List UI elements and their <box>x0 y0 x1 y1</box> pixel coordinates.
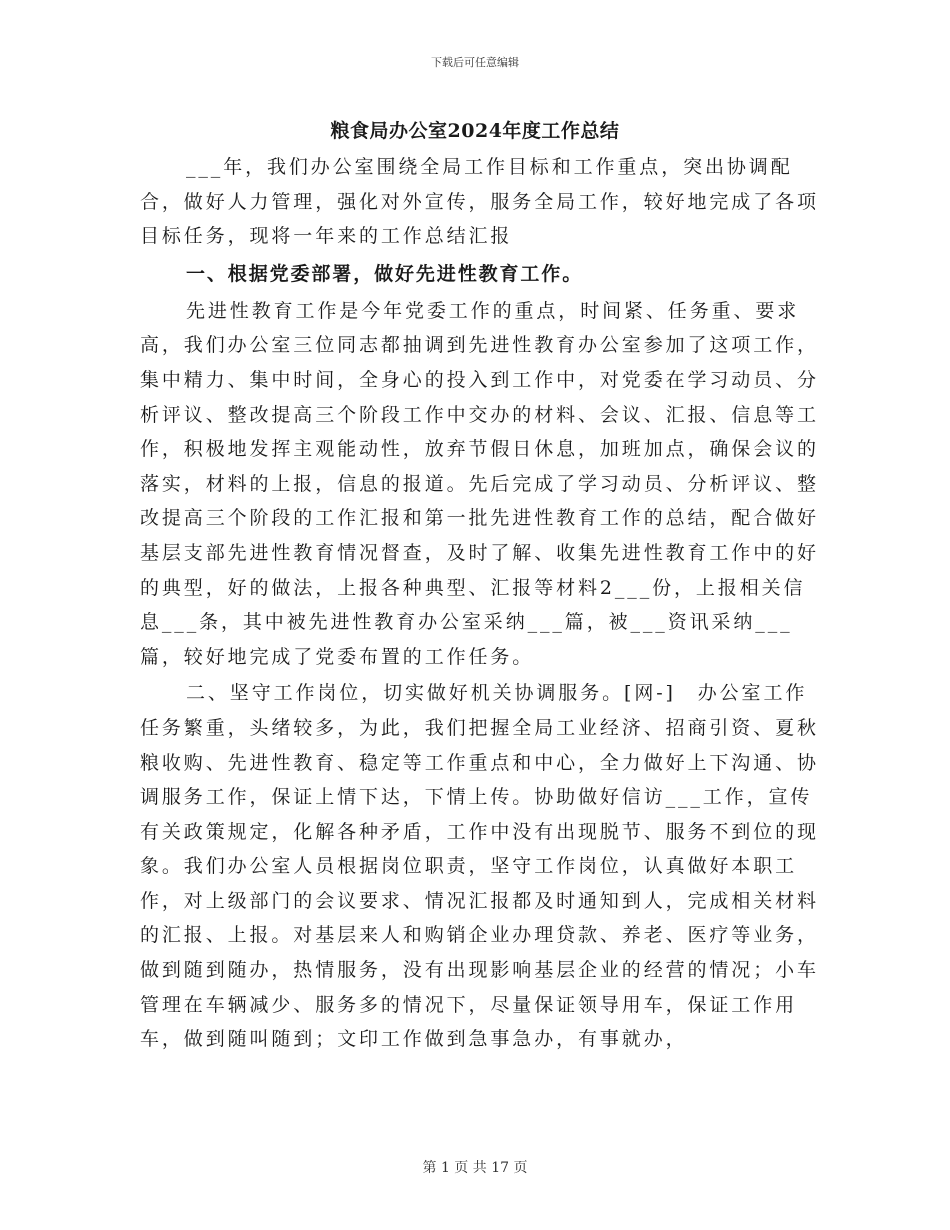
document-body <box>140 150 820 1057</box>
section-1-heading: 一、根据党委部署，做好先进性教育工作。 <box>186 262 584 285</box>
section-2-paragraph: 二、坚守工作岗位，切实做好机关协调服务。[网-] 办公室工作任务繁重，头绪较多，为此，我们把握全局工业经济、招商引资、夏秋粮收购、先进性教育、稳定等工作重点和中心，全力做好上下沟通、协调服务工作，保证上情下达，下情上传。协助做好信访___工作，宣传有关政策规定，化解各种矛盾，工作中没有出现脱节、服务不到位的现象。我们办公室人员根据岗位职责，坚守工作岗位，认真做好本职工作，对上级部门的会议要求、情况汇报都及时通知到人，完成相关材料的汇报、上报。对基层来人和购销企业办理贷款、养老、医疗等业务，做到随到随办，热情服务，没有出现影响基层企业的经营的情况；小车管理在车辆减少、服务多的情况下，尽量保证领导用车，保证工作用车，做到随叫随到；文印工作做到急事急办，有事就办， <box>140 682 819 1051</box>
intro-paragraph: ___年，我们办公室围绕全局工作目标和工作重点，突出协调配合，做好人力管理，强化对外宣传，服务全局工作，较好地完成了各项目标任务，现将一年来的工作总结汇报 <box>140 156 819 248</box>
document-title: 粮食局办公室2024年度工作总结 <box>330 120 620 142</box>
page-header-note: 下载后可任意编辑 <box>431 56 519 69</box>
page-footer-page-number: 第 1 页 共 17 页 <box>422 1160 528 1176</box>
section-1-paragraph: 先进性教育工作是今年党委工作的重点，时间紧、任务重、要求高，我们办公室三位同志都抽调到先进性教育办公室参加了这项工作，集中精力、集中时间，全身心的投入到工作中，对党委在学习动员、分析评议、整改提高三个阶段工作中交办的材料、会议、汇报、信息等工作，积极地发挥主观能动性，放弃节假日休息，加班加点，确保会议的落实，材料的上报，信息的报道。先后完成了学习动员、分析评议、整改提高三个阶段的工作汇报和第一批先进性教育工作的总结，配合做好基层支部先进性教育情况督查，及时了解、收集先进性教育工作中的好的典型，好的做法，上报各种典型、汇报等材料2___份，上报相关信息___条，其中被先进性教育办公室采纳___篇，被___资讯采纳___篇，较好地完成了党委布置的工作任务。 <box>140 299 819 668</box>
